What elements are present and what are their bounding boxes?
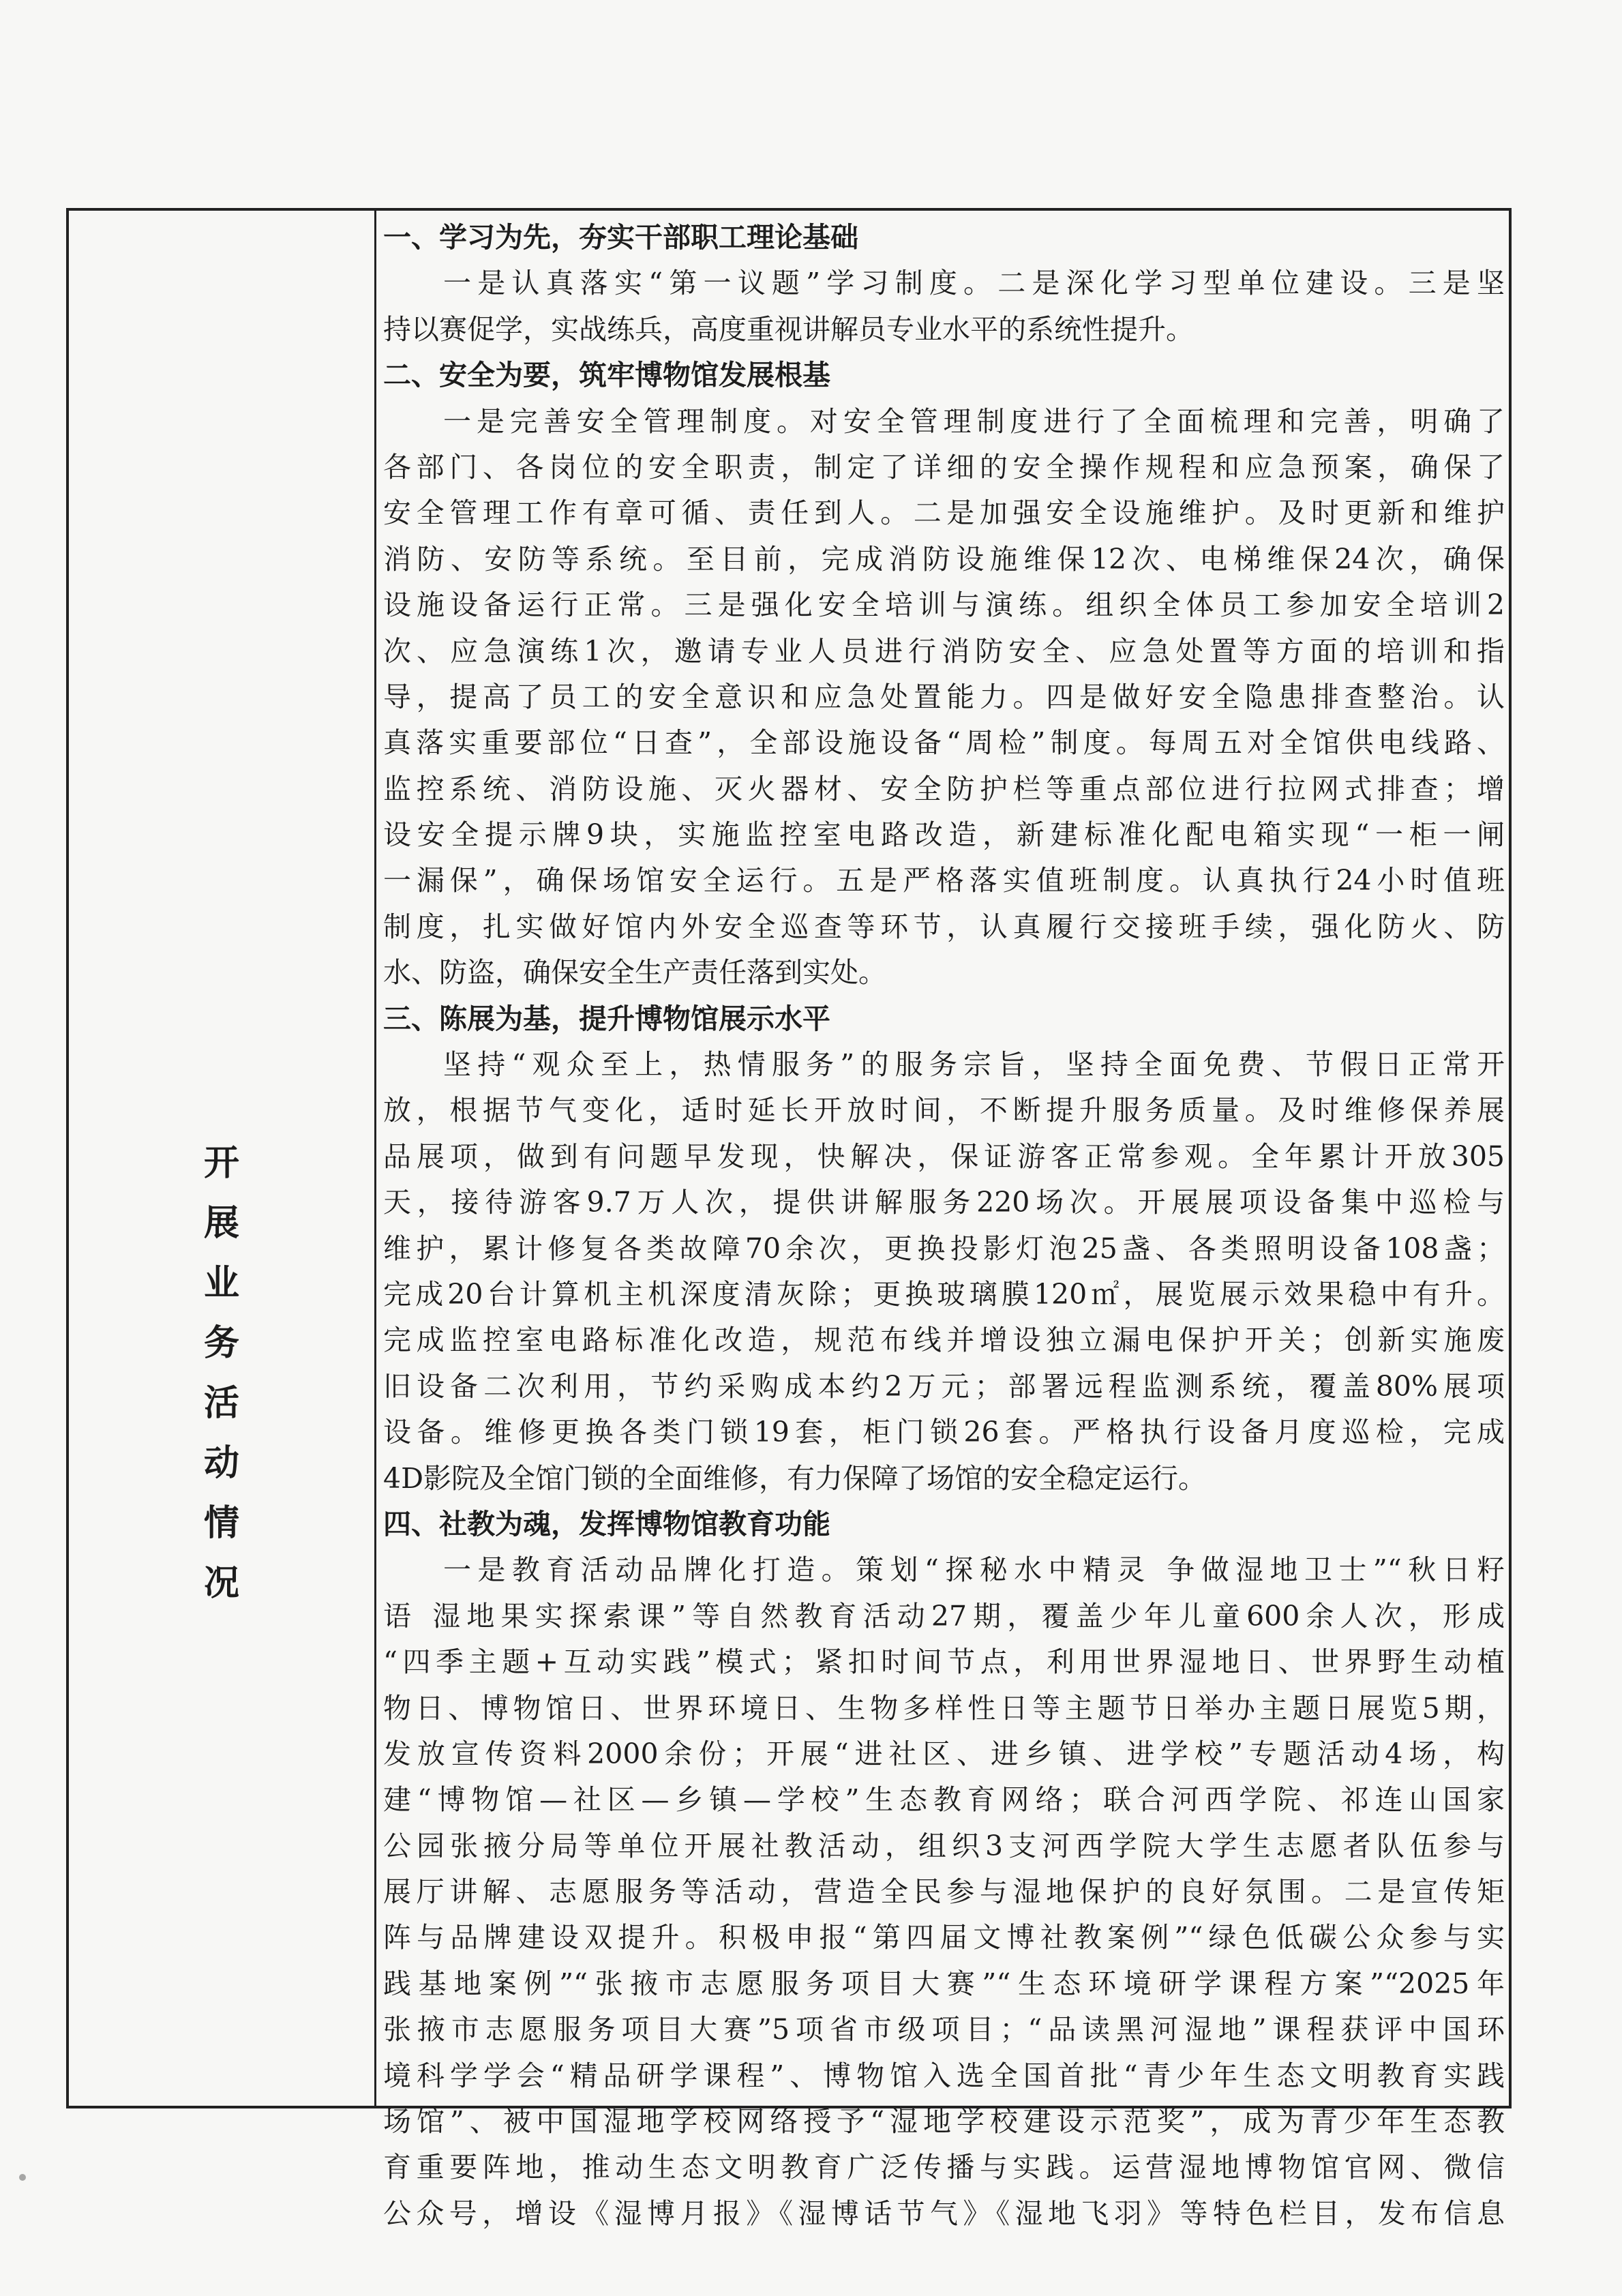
body-text-line: 公园张掖分局等单位开展社教活动，组织3支河西学院大学生志愿者队伍参与 bbox=[383, 1829, 1505, 1862]
body-text-line: 水、防盗，确保安全生产责任落到实处。 bbox=[383, 956, 886, 989]
body-text-line: 践基地案例”“张掖市志愿服务项目大赛”“生态环境研学课程方案”“2025年 bbox=[383, 1967, 1505, 2000]
row-header-char: 动 bbox=[203, 1442, 239, 1484]
body-text-line: “四季主题+互动实践”模式；紧扣时间节点，利用世界湿地日、世界野生动植 bbox=[383, 1645, 1505, 1679]
body-text-line: 天，接待游客9.7万人次，提供讲解服务220场次。开展展项设备集中巡检与 bbox=[383, 1186, 1505, 1219]
body-text-line: 次、应急演练1次，邀请专业人员进行消防安全、应急处置等方面的培训和指 bbox=[383, 634, 1505, 668]
body-text-line: 一是教育活动品牌化打造。策划“探秘水中精灵 争做湿地卫士”“秋日籽 bbox=[443, 1553, 1505, 1587]
body-text-line: 4D影院及全馆门锁的全面维修，有力保障了场馆的安全稳定运行。 bbox=[383, 1461, 1206, 1495]
body-text-line: 一是认真落实“第一议题”学习制度。二是深化学习型单位建设。三是坚 bbox=[443, 267, 1505, 300]
body-text-line: 建“博物馆—社区—乡镇—学校”生态教育网络；联合河西学院、祁连山国家 bbox=[383, 1783, 1505, 1817]
body-text-line: 场馆”、被中国湿地学校网络授予“湿地学校建设示范奖”，成为青少年生态教 bbox=[383, 2105, 1505, 2138]
body-text-line: 一是完善安全管理制度。对安全管理制度进行了全面梳理和完善，明确了 bbox=[443, 404, 1505, 438]
body-text-line: 一漏保”，确保场馆安全运行。五是严格落实值班制度。认真执行24小时值班 bbox=[383, 864, 1505, 897]
row-header-char: 情 bbox=[203, 1502, 239, 1544]
row-header-char: 展 bbox=[203, 1202, 239, 1244]
body-text-line: 完成监控室电路标准化改造，规范布线并增设独立漏电保护开关；创新实施废 bbox=[383, 1324, 1505, 1357]
row-header-char: 况 bbox=[203, 1562, 239, 1604]
body-text-line: 制度，扎实做好馆内外安全巡查等环节，认真履行交接班手续，强化防火、防 bbox=[383, 910, 1505, 943]
section-heading: 四、社教为魂，发挥博物馆教育功能 bbox=[383, 1507, 830, 1540]
section-heading: 一、学习为先，夯实干部职工理论基础 bbox=[383, 221, 858, 254]
body-text-line: 发放宣传资料2000余份；开展“进社区、进乡镇、进学校”专题活动4场，构 bbox=[383, 1737, 1505, 1770]
body-text-line: 维护，累计修复各类故障70余次，更换投影灯泡25盏、各类照明设备108盏； bbox=[383, 1232, 1505, 1265]
body-text-line: 放，根据节气变化，适时延长开放时间，不断提升服务质量。及时维修保养展 bbox=[383, 1094, 1505, 1127]
body-text-line: 旧设备二次利用，节约采购成本约2万元；部署远程监测系统，覆盖80%展项 bbox=[383, 1369, 1505, 1403]
body-text-line: 坚持“观众至上，热情服务”的服务宗旨，坚持全面免费、节假日正常开 bbox=[443, 1048, 1505, 1082]
content-cell bbox=[376, 211, 1509, 2230]
row-header-label bbox=[69, 1144, 374, 1624]
row-header-char: 业 bbox=[203, 1262, 239, 1304]
body-text-line: 张掖市志愿服务项目大赛”5项省市级项目；“品读黑河湿地”课程获评中国环 bbox=[383, 2013, 1505, 2046]
body-text-line: 语 湿地果实探索课”等自然教育活动27期，覆盖少年儿童600余人次，形成 bbox=[383, 1599, 1505, 1632]
body-text-line: 导，提高了员工的安全意识和应急处置能力。四是做好安全隐患排查整治。认 bbox=[383, 680, 1505, 713]
row-header-char: 活 bbox=[203, 1382, 239, 1424]
activity-table bbox=[66, 208, 1512, 2230]
body-text-line: 境科学学会“精品研学课程”、博物馆入选全国首批“青少年生态文明教育实践 bbox=[383, 2059, 1505, 2092]
body-text-line: 设施设备运行正常。三是强化安全培训与演练。组织全体员工参加安全培训2 bbox=[383, 588, 1505, 622]
body-text-line: 阵与品牌建设双提升。积极申报“第四届文博社教案例”“绿色低碳公众参与实 bbox=[383, 1921, 1505, 1954]
section-heading: 二、安全为要，筑牢博物馆发展根基 bbox=[383, 359, 830, 392]
scan-speck bbox=[19, 2174, 26, 2181]
body-text-line: 各部门、各岗位的安全职责，制定了详细的安全操作规程和应急预案，确保了 bbox=[383, 450, 1505, 483]
body-text-line: 持以赛促学，实战练兵，高度重视讲解员专业水平的系统性提升。 bbox=[383, 312, 1194, 346]
row-header-char: 务 bbox=[203, 1322, 239, 1364]
body-text-line: 展厅讲解、志愿服务等活动，营造全民参与湿地保护的良好氛围。二是宣传矩 bbox=[383, 1875, 1505, 1909]
body-text-line: 监控系统、消防设施、灭火器材、安全防护栏等重点部位进行拉网式排查；增 bbox=[383, 772, 1505, 805]
body-text-line: 真落实重要部位“日查”，全部设施设备“周检”制度。每周五对全馆供电线路、 bbox=[383, 726, 1505, 760]
body-text-line: 消防、安防等系统。至目前，完成消防设施维保12次、电梯维保24次，确保 bbox=[383, 542, 1505, 576]
body-text-line: 物日、博物馆日、世界环境日、生物多样性日等主题节日举办主题日展览5期， bbox=[383, 1691, 1505, 1725]
body-text-line: 品展项，做到有问题早发现，快解决，保证游客正常参观。全年累计开放305 bbox=[383, 1139, 1505, 1173]
body-text-line: 完成20台计算机主机深度清灰除；更换玻璃膜120㎡，展览展示效果稳中有升。 bbox=[383, 1277, 1505, 1311]
body-text-line: 设备。维修更换各类门锁19套，柜门锁26套。严格执行设备月度巡检，完成 bbox=[383, 1416, 1505, 1449]
body-text-line: 育重要阵地，推动生态文明教育广泛传播与实践。运营湿地博物馆官网、微信 bbox=[383, 2151, 1505, 2184]
row-header-char: 开 bbox=[203, 1142, 239, 1184]
row-header-cell bbox=[69, 211, 376, 2106]
section-heading: 三、陈展为基，提升博物馆展示水平 bbox=[383, 1002, 830, 1035]
body-text-line: 公众号，增设《湿博月报》《湿博话节气》《湿地飞羽》等特色栏目，发布信息 bbox=[383, 2196, 1505, 2230]
body-text-line: 安全管理工作有章可循、责任到人。二是加强安全设施维护。及时更新和维护 bbox=[383, 496, 1505, 530]
body-text-line: 设安全提示牌9块，实施监控室电路改造，新建标准化配电箱实现“一柜一闸 bbox=[383, 818, 1505, 852]
